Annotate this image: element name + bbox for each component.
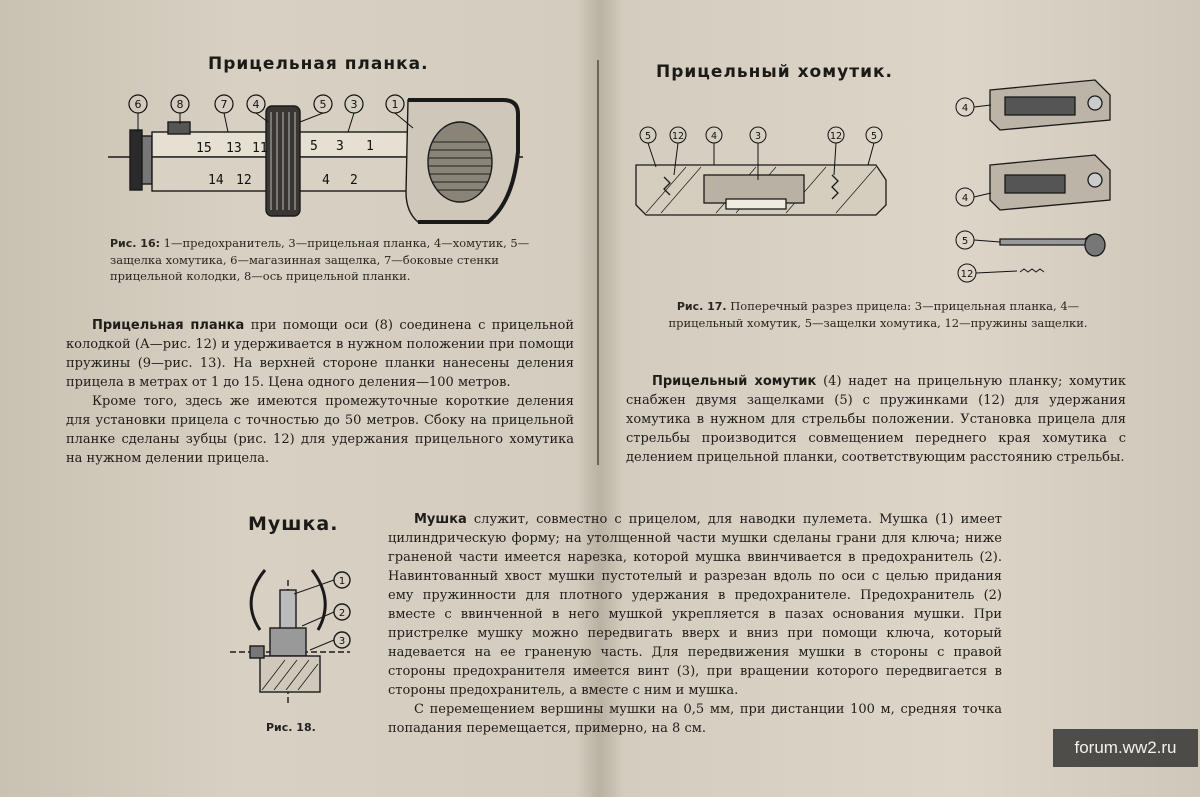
- fig17-callout-5a: 5: [644, 131, 652, 142]
- scale-top-1: 1: [366, 139, 374, 154]
- scale-bottom-2: 2: [350, 173, 358, 188]
- fig17-callout-5b: 5: [870, 131, 878, 142]
- fig17-callout-4: 4: [710, 131, 718, 142]
- fig17-part-callout-4a: 4: [961, 103, 969, 114]
- figure-16-sight-leaf-drawing: [108, 92, 528, 232]
- callout-7: 7: [220, 98, 228, 111]
- callout-1: 1: [391, 98, 399, 111]
- heading-pritselnaya-planka: Прицельная планка.: [208, 54, 429, 74]
- paragraph-pritselny-khomutik: [626, 372, 1126, 467]
- khomutik-text: (4) надет на прицельную планку; хомутик снабжен двумя защелками (5) с пружинками (12) для удержания хомутика в нужном для стрельбы положении. Установка прицела для стрельбы производится совмещением переднего края хомутика с делением прицельной планки, соответствующим расстоянию стрельбы.: [626, 374, 1127, 465]
- para2-text: Кроме того, здесь же имеются промежуточные короткие деления для установки прицела с точностью до 50 метров. Сбоку на прицельной планке сделаны зубцы (рис. 12) для удержания прицельного хомутика на нужном делении прицела.: [66, 394, 574, 466]
- caption-17-label: Рис. 17.: [676, 300, 727, 313]
- lead-mushka: Мушка: [414, 512, 467, 527]
- scale-bottom-12: 12: [236, 173, 252, 188]
- mushka-text-2: С перемещением вершины мушки на 0,5 мм, при дистанции 100 м, средняя точка попадания перемещается, примерно, на 8 см.: [388, 702, 1002, 736]
- lead-pritselnaya-planka: Прицельная планка: [92, 318, 245, 333]
- fig17-callout-3: 3: [754, 131, 762, 142]
- scale-top-15: 15: [196, 141, 212, 156]
- scale-bottom-4: 4: [322, 173, 330, 188]
- callout-4: 4: [252, 98, 260, 111]
- paragraph-mushka: [388, 510, 1002, 738]
- scale-top-11: 11: [252, 141, 268, 156]
- watermark: forum.ww2.ru: [1053, 729, 1198, 767]
- heading-mushka: Мушка.: [248, 513, 339, 535]
- fig18-callout-1: 1: [338, 576, 346, 587]
- caption-figure-17: [668, 298, 1088, 331]
- fig18-callout-2: 2: [338, 608, 346, 619]
- scale-bottom-14: 14: [208, 173, 224, 188]
- caption-figure-16: [110, 235, 530, 284]
- fig17-part-callout-12: 12: [960, 269, 974, 280]
- figure-17-cross-section: [636, 125, 896, 235]
- heading-pritselny-khomutik: Прицельный хомутик.: [656, 62, 893, 82]
- callout-8: 8: [176, 98, 184, 111]
- figure-18-front-sight-drawing: [230, 560, 360, 710]
- lead-pritselny-khomutik: Прицельный хомутик: [652, 374, 817, 389]
- scale-top-13: 13: [226, 141, 242, 156]
- caption-17-text: Поперечный разрез прицела: 3—прицельная планка, 4—прицельный хомутик, 5—защелки хомутика, 12—пружины защелки.: [668, 299, 1088, 330]
- fig17-part-callout-4b: 4: [961, 193, 969, 204]
- fig17-callout-12a: 12: [671, 131, 685, 142]
- mushka-text-1: служит, совместно с прицелом, для наводки пулемета. Мушка (1) имеет цилиндрическую форму; на утолщенной части мушки сделаны грани для ключа; ниже граненой части имеется нарезка, которой мушка ввинчивается в предохранитель (2). Навинтованный хвост мушки пустотелый и разрезан вдоль по оси с целью придания ему пружинности для плотного удержания в предохранителе. Предохранитель (2) вместе с ввинченной в него мушкой укрепляется в пазах основания мушки. При пристрелке мушку можно передвигать вверх и вниз при помощи ключа, который надевается на ее граненую часть. Для передвижения мушки в стороны с правой стороны предохранителя имеется винт (3), при вращении которого передвигается в стороны предохранитель, а вместе с ним и мушка.: [388, 512, 1002, 698]
- figure-17-parts-drawing: [955, 75, 1135, 290]
- callout-3: 3: [350, 98, 358, 111]
- fig18-callout-3: 3: [338, 636, 346, 647]
- callout-6: 6: [134, 98, 142, 111]
- caption-16-text: 1—предохранитель, 3—прицельная планка, 4—хомутик, 5—защелка хомутика, 6—магазинная защелка, 7—боковые стенки прицельной колодки, 8—ось прицельной планки.: [110, 236, 530, 283]
- fig17-callout-12b: 12: [829, 131, 843, 142]
- caption-16-label: Рис. 16:: [110, 237, 161, 250]
- para1-text: при помощи оси (8) соединена с прицельной колодкой (А—рис. 12) и удерживается в нужном положении при помощи пружины (9—рис. 13). На верхней стороне планки нанесены деления прицела в метрах от 1 до 15. Цена одного деления—100 метров.: [66, 318, 574, 390]
- paragraph-pritselnaya-planka: [66, 316, 574, 468]
- callout-5: 5: [319, 98, 327, 111]
- scale-top-5: 5: [310, 139, 318, 154]
- scale-top-3: 3: [336, 139, 344, 154]
- figure-18-label: Рис. 18.: [266, 721, 316, 734]
- fig17-part-callout-5: 5: [961, 236, 969, 247]
